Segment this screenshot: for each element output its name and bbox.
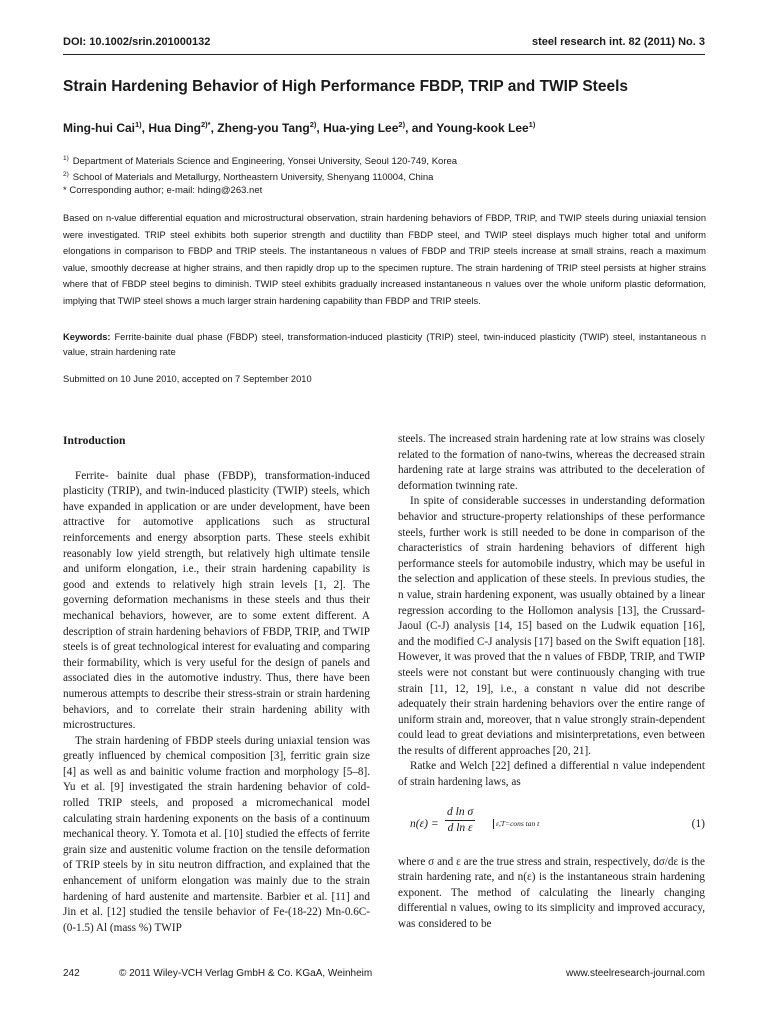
- paragraph: Ferrite- bainite dual phase (FBDP), transformation-induced plasticity (TRIP), and twin-induced plasticity (TWIP) steels, which have expanded in application or are under development, have been attractive for automotive applications such as structural reinforcements and energy absorption parts. These steels exhibit reasonably low yield strength, but relatively high ultimate tensile and uniform elongation, i.e., their strain hardening capability is good and extends to relatively high strain levels [1, 2]. The governing deformation mechanisms in these steels and thus their mechanical behaviors, however, are to some extent different. A description of strain hardening behaviors of FBDP, TRIP, and TWIP steels is of great technological interest for evaluating and comparing their formability, which is very useful for the design of panels and associated dies in the automotive industry. Thus, there have been numerous attempts to describe their stress-strain or strain hardening behaviors, and to correlate their strain hardening ability with microstructures.: [63, 469, 370, 732]
- abstract: Based on n-value differential equation and microstructural observation, strain hardening behaviors of FBDP, TRIP, and TWIP steels during uniaxial tension were investigated. TRIP steel exhibits both superior strength and ductility than FBDP steel, and TWIP steel displays much higher total and uniform elongations in comparison to FBDP and TRIP steels. The instantaneous n values of FBDP and TRIP steels increase at small strains, reach a maximum value, smoothly decrease at higher strains, and then rapidly drop up to the specimen rupture. The strain hardening of TRIP steel persists at higher strains where that of FBDP steel begins to diminish. TWIP steel exhibits gradually increased instantaneous n values over the whole uniform plastic deformation, implying that TWIP steel shows a much larger strain hardening capability than FBDP and TRIP steels.: [63, 213, 706, 306]
- keywords-label: Keywords:: [63, 332, 111, 342]
- affiliation: $^{2)}$ School of Materials and Metallurgy, Northeastern University, Shenyang 110004, China: [63, 171, 434, 184]
- page-number: 242: [63, 968, 80, 979]
- submission-dates: Submitted on 10 June 2010, accepted on 7 September 2010: [63, 374, 312, 384]
- paragraph: The strain hardening of FBDP steels during uniaxial tension was greatly influenced by chemical composition [3], ferritic grain size [4] as well as and bainitic volume fraction and morphology [5–8]. Yu et al. [9] investigated the strain hardening behavior of cold-rolled TRIP steels, and proposed a micromechanical model calculating strain hardening exponents on the basis of a continuum mechanical theory. Y. Tomota et al. [10] studied the effects of ferrite grain size and austenitic volume fraction on the tensile deformation of TRIP steels by in situ neutron diffraction, and explained that the enhancement of uniform elongation was mainly due to the strain hardening of hard austenite and martensite. Barbier et al. [11] and Jin et al. [12] studied the tensile behavior of Fe-(18-22) Mn-0.6C-(0-1.5) Al (mass %) TWIP: [63, 734, 370, 934]
- header-rule: [63, 54, 705, 55]
- author: Ming-hui Cai$^{1)}$,: [63, 120, 149, 135]
- page-footer: [63, 968, 705, 984]
- author: Young-kook Lee$^{1)}$: [436, 120, 536, 135]
- author: Hua Ding$^{2)*}$,: [148, 120, 218, 135]
- affiliation: $^{1)}$ Department of Materials Science and Engineering, Yonsei University, Seoul 120-749, Korea: [63, 155, 458, 168]
- equation-number: (1): [691, 817, 705, 830]
- equation-numerator: d ln σ: [445, 805, 475, 821]
- paragraph: steels. The increased strain hardening rate at low strains was closely related to the formation of nano-twins, whereas the decreased strain hardening rate at large strains was attributed to the deceleration of deformation twinning rate.: [398, 433, 705, 492]
- journal-url-link[interactable]: www.steelresearch-journal.com: [566, 968, 705, 979]
- equation-1: [398, 803, 705, 847]
- left-column: [63, 434, 370, 936]
- equation-fraction: [445, 805, 475, 836]
- affiliations: [63, 152, 705, 197]
- author-list: [63, 120, 705, 135]
- paragraph: In spite of considerable successes in understanding deformation behavior and structure-property relationships of these performance steels, further work is still needed to be done in comparison of the characteristics of strain hardening behaviors of different high performance steels for automobile industry, which may be useful in the selection and application of these steels. In previous studies, the n value, strain hardening exponent, was usually obtained by a linear regression according to the Hollomon analysis [13], the Crussard-Jaoul (C-J) analysis [14, 15] based on the Ludwik equation [16], and the modified C-J analysis [17] based on the Swift equation [18]. However, it was proved that the n values of FBDP, TRIP, and TWIP steels were not constant but were continuously changing with true strain [11, 12, 19], i.e., a constant n value did not describe adequately their strain hardening behaviors over the entire range of uniform strain and, moreover, that n value strongly strain-dependent could lead to great deviations and misinterpretations, even between the results of different approaches [20, 21].: [398, 495, 705, 757]
- keywords: [63, 330, 706, 360]
- running-header: [63, 36, 705, 52]
- corresponding-author: * Corresponding author; e-mail: hding@263.net: [63, 185, 263, 197]
- right-column: [398, 432, 705, 933]
- paragraph: Ratke and Welch [22] defined a differential n value independent of strain hardening laws, as: [398, 760, 705, 789]
- section-heading: Introduction: [63, 435, 126, 447]
- author: Hua-ying Lee$^{2)}$, and: [323, 120, 437, 135]
- equation-denominator: d ln ε: [447, 821, 473, 834]
- paper-title: Strain Hardening Behavior of High Performance FBDP, TRIP and TWIP Steels: [63, 78, 629, 95]
- author: Zheng-you Tang$^{2)}$,: [217, 120, 324, 135]
- keywords-text: Ferrite-bainite dual phase (FBDP) steel, transformation-induced plasticity (TRIP) steel, twin-induced plasticity (TWIP) steel, instantaneous n value, strain hardening rate: [63, 332, 706, 357]
- equation-condition: ε̇,T=cons tan t: [493, 819, 539, 829]
- paragraph: where σ and ε are the true stress and strain, respectively, dσ/dε is the strain hardening rate, and n(ε) is the instantaneous strain hardening exponent. The method of calculating the linearly changing differential n values, owing to its simplicity and improved accuracy, was considered to be: [398, 855, 705, 931]
- journal-issue: steel research int. 82 (2011) No. 3: [531, 36, 705, 48]
- doi: DOI: 10.1002/srin.201000132: [63, 36, 211, 48]
- copyright: © 2011 Wiley-VCH Verlag GmbH & Co. KGaA, Weinheim: [119, 968, 373, 979]
- equation-lhs: n(ε) =: [410, 817, 439, 830]
